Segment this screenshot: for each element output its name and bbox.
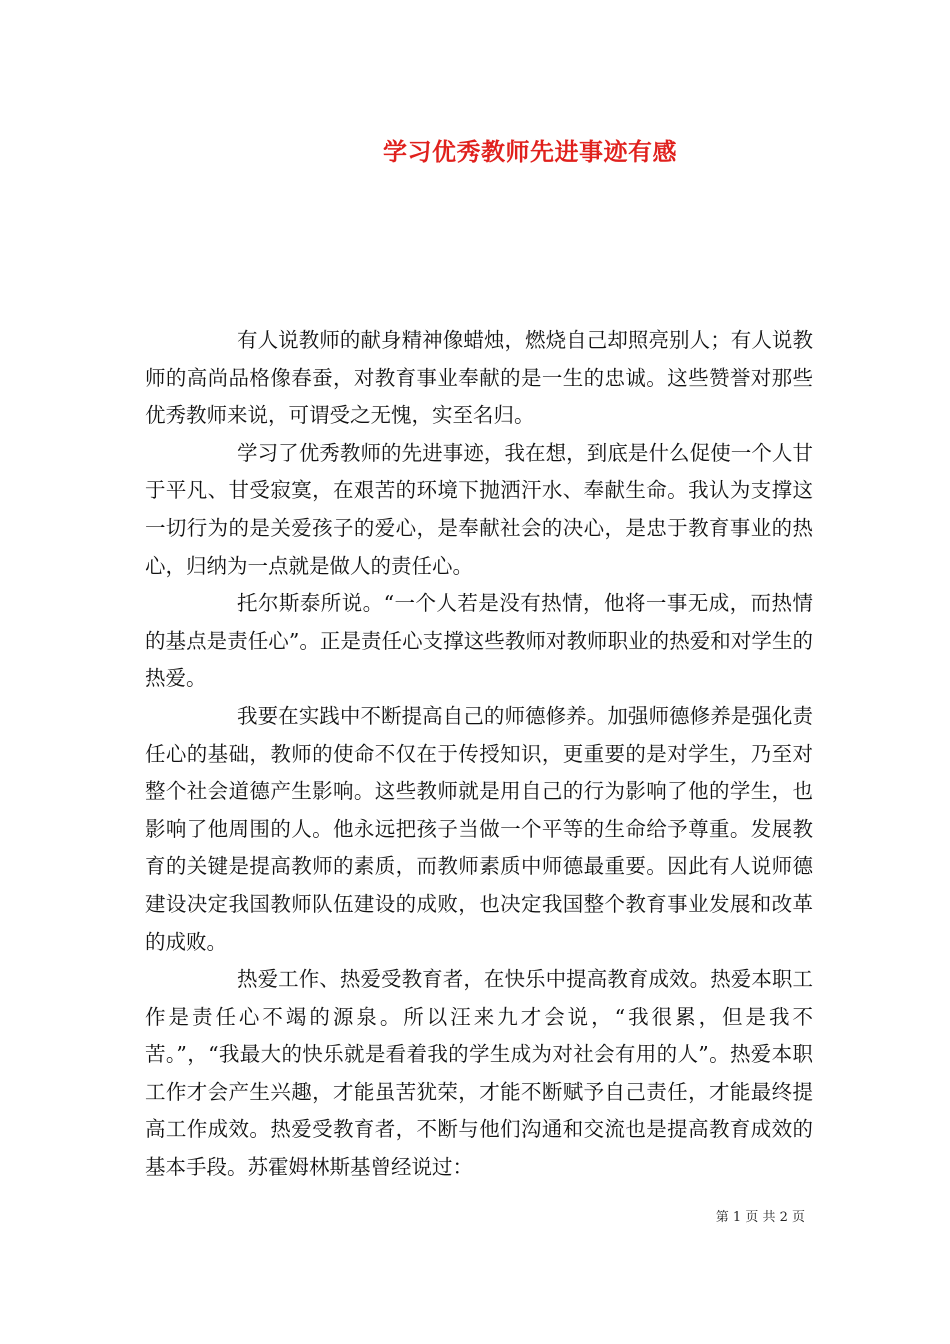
- paragraph-2: 学习了优秀教师的先进事迹，我在想，到底是什么促使一个人甘于平凡、甘受寂寞，在艰苦的环境下抛洒汗水、奉献生命。我认为支撑这一切行为的是关爱孩子的爱心，是奉献社会的决心，是忠于教育事业的热心，归纳为一点就是做人的责任心。: [145, 440, 813, 578]
- paragraph-1: 有人说教师的献身精神像蜡烛，燃烧自己却照亮别人；有人说教师的高尚品格像春蚕，对教育事业奉献的是一生的忠诚。这些赞誉对那些优秀教师来说，可谓受之无愧，实至名归。: [145, 328, 813, 428]
- document-title: 学习优秀教师先进事迹有感: [383, 137, 677, 166]
- paragraph-4: 我要在实践中不断提高自己的师德修养。加强师德修养是强化责任心的基础，教师的使命不仅在于传授知识，更重要的是对学生，乃至对整个社会道德产生影响。这些教师就是用自己的行为影响了他的学生，也影响了他周围的人。他永远把孩子当做一个平等的生命给予尊重。发展教育的关键是提高教师的素质，而教师素质中师德最重要。因此有人说师德建设决定我国教师队伍建设的成败，也决定我国整个教育事业发展和改革的成败。: [145, 703, 813, 954]
- page-number-footer: 第 1 页 共 2 页: [715, 1210, 805, 1225]
- document-body: [145, 322, 813, 1187]
- paragraph-3: 托尔斯泰所说。“一个人若是没有热情，他将一事无成，而热情的基点是责任心”。正是责任心支撑这些教师对教师职业的热爱和对学生的热爱。: [145, 591, 813, 691]
- paragraph-5: 热爱工作、热爱受教育者，在快乐中提高教育成效。热爱本职工作是责任心不竭的源泉。所以汪来九才会说，“我很累，但是我不苦。”，“我最大的快乐就是看着我的学生成为对社会有用的人”。热爱本职工作才会产生兴趣，才能虽苦犹荣，才能不断赋予自己责任，才能最终提高工作成效。热爱受教育者，不断与他们沟通和交流也是提高教育成效的基本手段。苏霍姆林斯基曾经说过：: [145, 967, 813, 1180]
